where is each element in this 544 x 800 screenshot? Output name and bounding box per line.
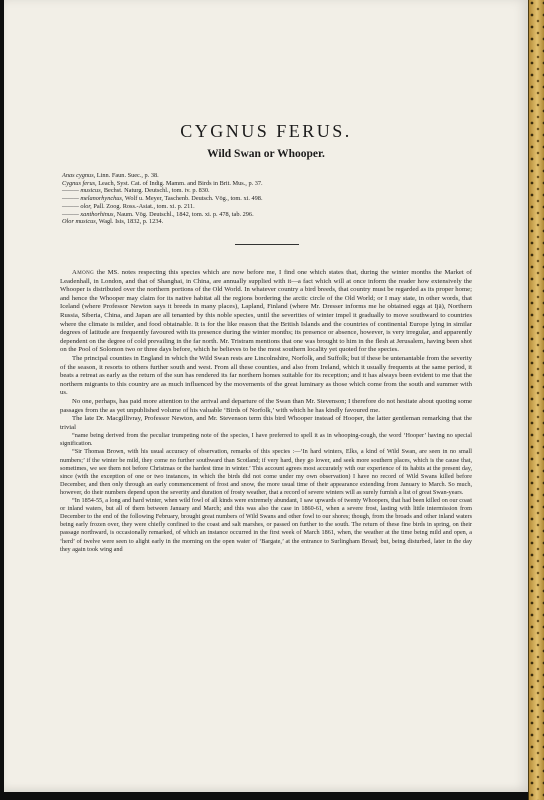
main-text: [60, 269, 472, 554]
synonym-name: ——— xanthorhinus,: [62, 210, 116, 218]
synonym-entry: [62, 203, 472, 211]
synonym-reference: Naum. Vög. Deutschl., 1842, tom. xi. p. 478, tab. 296.: [115, 210, 254, 218]
body-paragraph: The late Dr. Macgillivray, Professor Newton, and Mr. Stevenson term this bird Whooper instead of Hooper, the latter gentleman remarking that the trivial: [60, 415, 472, 431]
synonym-entry: [62, 172, 472, 180]
synonym-reference: Linn. Faun. Suec., p. 38.: [95, 172, 159, 179]
gilt-page-edge: [528, 0, 544, 800]
synonym-name: ——— melanorhynchus,: [62, 195, 124, 203]
synonym-reference: Leach, Syst. Cat. of Indig. Mamm. and Birds in Brit. Mus., p. 37.: [96, 179, 263, 187]
synonym-name: Anas cygnus,: [62, 172, 96, 179]
synonym-reference: Pall. Zoog. Ross.-Asiat., tom. xi. p. 211.: [91, 202, 195, 210]
body-paragraph: [60, 269, 472, 355]
synonym-entry: [62, 211, 472, 219]
species-title: CYGNUS FERUS.: [180, 121, 352, 141]
synonym-reference: Wolf u. Meyer, Taschenb. Deutsch. Vög., tom. xi. 498.: [123, 195, 263, 203]
synonym-entry: [62, 218, 472, 226]
synonym-entry: [62, 195, 472, 203]
synonym-name: ——— musicus,: [62, 187, 103, 195]
quoted-paragraph: “name being derived from the peculiar trumpeting note of the species, I have preferred to spell it as in whooping-cough, the word ‘Hooper’ having no special signification.: [60, 432, 472, 448]
book-page: [4, 0, 528, 792]
synonymy-list: [62, 172, 472, 226]
quoted-paragraph: “In 1854-55, a long and hard winter, when wild fowl of all kinds were extremely abundant, I saw upwards of twenty Whoopers, that had been killed on our coast or inland waters, but all of them between January and March; and this was also the case in 1860-61, when a severe frost, lasting with little intermission from December to the end of the following February, brought great numbers of Wild Swans and other fowl to our shores; though, from the broads and other inland waters being early frozen over, they were chiefly confined to the coast and salt marshes, or passed on further to the south. The return of these fine birds in spring, on their passage northward, is occasionally remarked, of which an instance occurred in the first week of March 1861, when, the weather at the time being mild and open, a ‘herd’ of twelve were seen to alight early in the morning on the open water of ‘Bargate,’ at the entrance to Surlingham Broad; but, being disturbed, later in the day they again took wing and: [60, 497, 472, 553]
synonym-reference: Wagl. Isis, 1832, p. 1234.: [97, 218, 164, 226]
synonym-entry: [62, 180, 472, 188]
body-paragraph: No one, perhaps, has paid more attention to the arrival and departure of the Swan than Mr. Stevenson; I therefore do not hesitate about quoting some passages from the as yet unpublished volume of his valuable ‘Birds of Norfolk,’ with which he has kindly favoured me.: [60, 397, 472, 414]
common-name-subtitle: Wild Swan or Whooper.: [207, 148, 325, 160]
quoted-paragraph: “Sir Thomas Brown, with his usual accuracy of observation, remarks of this species :—‘In hard winters, Elks, a kind of Wild Swan, are seen in no small numbers;’ if the winter be mild, they come no further southward than Scotland; if very hard, they go lower, and seek more southern places, which is the cause that, sometimes, we see them not before Christmas or the hardest time in winter.’ This account agrees most accurately with our experience of its habits at the present day, since (with the exception of one or two instances, in which the birds did not come under my own observation) I have no record of Wild Swans killed before December, and then only through an early commencement of frost and snow, the more usual time of their appearance extending from January to March. So much, however, do their numbers depend upon the severity and duration of frosty weather, that a record of severe winters will as surely furnish a list of great Swan-years.: [60, 448, 472, 496]
drop-lead-word: Among: [72, 269, 95, 276]
synonym-reference: Bechst. Naturg. Deutschl., tom. iv. p. 830.: [102, 187, 210, 195]
synonym-name: Cygnus ferus,: [62, 179, 97, 187]
section-divider: [235, 244, 299, 245]
body-paragraph: The principal counties in England in which the Wild Swan rests are Lincolnshire, Norfolk, and Suffolk; but if these be untenantable from the severity of the season, it resorts to others further south and west. From all these counties, and also from Ireland, which it usually frequents at the same period, it beats a retreat as early as the return of the sun has rendered its far northern homes suitable for its reception; and it has always been evident to me that the northern migrants to this country are as much influenced by the movements of the great luminary as those which come from the south and summer with us.: [60, 354, 472, 397]
paragraph-text: the MS. notes respecting this species which are now before me, I find one which states that, during the winter months the Market of Leadenhall, in London, and that of Shanghai, in China, are annually supplied with it—a fact which will at once inform the reader how extensively the Whooper is distributed over the northern portions of the Old World. In whatever country a bird breeds, that country must be regarded as its proper home; and hence the Whooper may claim for its native habitat all the regions bordering the arctic circle of the Old World; or I may state, in other words, that Iceland (where Professor Newton says it breeds in many places), Lapland, Finland (where Mr. Dresser informs me he obtained eggs at Ijä), Northern Russia, Siberia, China, and Japan are all tenanted by this noble species, until the severities of winter impel it gradually to move southward to countries where the climate is milder, and food obtainable. It is for the like reason that the British Islands and the countries of continental Europe lying in similar degrees of latitude are frequently favoured with its presence during the winter months; its presence or absence, however, is very irregular, and apparently dependent on the degree of cold prevailing in the far north. Mr. Tristram mentions that one was brought to him in the flesh at Jerusalem, having been shot on the Pool of Solomon two or three days before, which he believes to be the most southern locality yet quoted for the species.: [60, 269, 472, 354]
synonym-name: Olor musicus,: [62, 218, 98, 226]
synonym-entry: [62, 187, 472, 195]
synonym-name: ——— olor,: [62, 202, 92, 210]
